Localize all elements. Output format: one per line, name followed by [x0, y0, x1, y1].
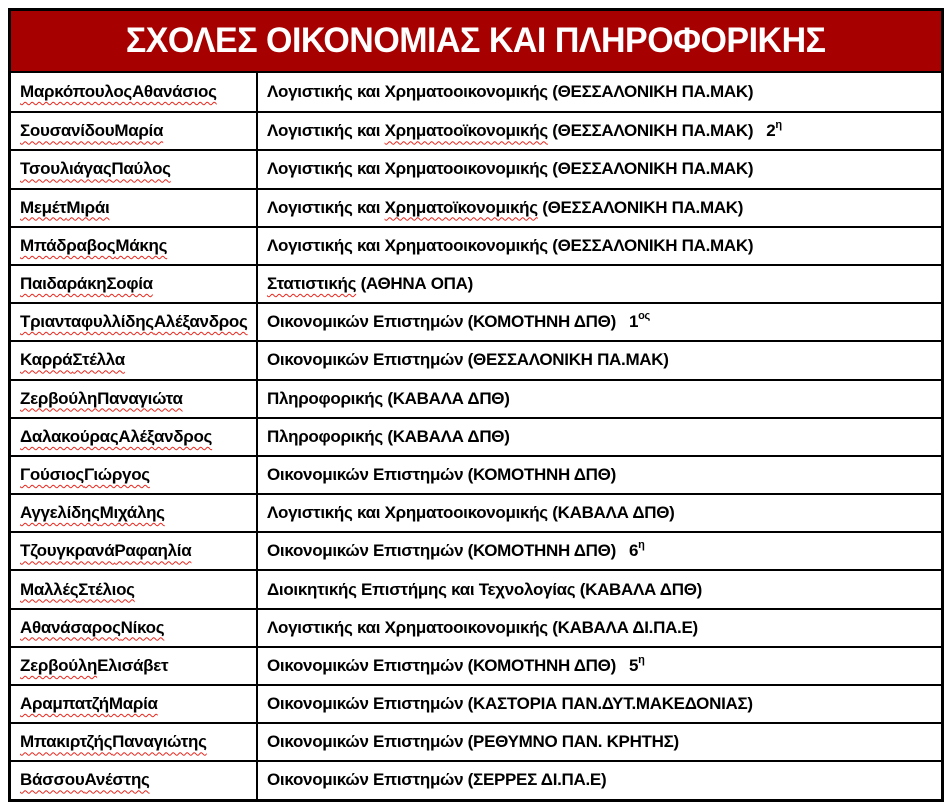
table-row	[11, 73, 941, 111]
table-row	[11, 646, 941, 684]
school-cell	[258, 724, 941, 760]
word: Λογιστικής και Χρηματοοικονομικής (ΘΕΣΣΑΛΟΝΙΚΗ ΠΑ.ΜΑΚ)	[267, 159, 754, 179]
misspelled-word: Αθανάσιος	[131, 82, 217, 102]
student-name-cell	[11, 610, 258, 646]
school-cell	[258, 342, 941, 378]
school-cell	[258, 457, 941, 493]
misspelled-word: Μεμέτ	[20, 197, 67, 217]
word: Οικονομικών Επιστημών (ΚΑΣΤΟΡΙΑ ΠΑΝ.ΔΥΤ.ΜΑΚΕΔΟΝΙΑΣ)	[267, 694, 753, 714]
table-row	[11, 455, 941, 493]
student-name-cell	[11, 724, 258, 760]
rank-ordinal-suffix: ος	[638, 310, 650, 323]
table-title-header	[11, 11, 941, 73]
student-name-cell	[11, 73, 258, 111]
misspelled-word: Καρρά	[20, 350, 73, 370]
word: Λογιστικής και Χρηματοοικονομικής (ΘΕΣΣΑΛΟΝΙΚΗ ΠΑ.ΜΑΚ)	[267, 235, 754, 255]
misspelled-word: Ζερβούλη	[20, 388, 98, 408]
student-name-cell	[11, 571, 258, 607]
school-cell	[258, 73, 941, 111]
table-row	[11, 149, 941, 187]
table-row	[11, 379, 941, 417]
misspelled-word: Μαρία	[114, 121, 164, 141]
misspelled-word: Ραφαηλία	[114, 541, 192, 561]
misspelled-word: Τσουλιάγας	[20, 159, 112, 179]
student-name-cell	[11, 381, 258, 417]
table-row	[11, 684, 941, 722]
misspelled-word: Μάκης	[115, 235, 168, 255]
misspelled-word: Νίκος	[120, 617, 165, 637]
misspelled-word: Στέλιος	[78, 579, 135, 599]
student-name-cell	[11, 266, 258, 302]
misspelled-word: Μπακιρτζής	[20, 732, 113, 752]
word: Οικονομικών Επιστημών (ΚΟΜΟΤΗΝΗ ΔΠΘ)	[267, 655, 616, 675]
word: Πληροφορικής (ΚΑΒΑΛΑ ΔΠΘ)	[267, 426, 510, 446]
misspelled-word: Σουσανίδου	[20, 121, 115, 141]
word: Ελισάβετ	[97, 655, 169, 675]
student-name-cell	[11, 228, 258, 264]
school-cell	[258, 533, 941, 569]
school-cell	[258, 610, 941, 646]
table-row	[11, 340, 941, 378]
table-row	[11, 188, 941, 226]
misspelled-word: Χρηματοϊκονομικής	[384, 197, 538, 217]
school-cell	[258, 190, 941, 226]
misspelled-word: Βάσσου	[20, 770, 85, 790]
table-row	[11, 608, 941, 646]
table-row	[11, 226, 941, 264]
schools-table	[8, 8, 944, 802]
rank-ordinal-suffix: η	[638, 539, 645, 552]
student-name-cell	[11, 686, 258, 722]
table-row	[11, 111, 941, 149]
word: Διοικητικής Επιστήμης και Τεχνολογίας (ΚΑΒΑΛΑ ΔΠΘ)	[267, 579, 702, 599]
student-name-cell	[11, 457, 258, 493]
misspelled-word: Αραμπατζή	[20, 694, 109, 714]
rank-number: 1	[628, 312, 639, 332]
table-row	[11, 531, 941, 569]
word: Οικονομικών Επιστημών (ΚΟΜΟΤΗΝΗ ΔΠΘ)	[267, 464, 616, 484]
student-name-cell	[11, 533, 258, 569]
student-name-cell	[11, 419, 258, 455]
school-cell	[258, 304, 941, 340]
word: Πληροφορικής (ΚΑΒΑΛΑ ΔΠΘ)	[267, 388, 510, 408]
misspelled-word: Στατιστικής	[267, 274, 357, 294]
word: Οικονομικών Επιστημών (ΚΟΜΟΤΗΝΗ ΔΠΘ)	[267, 312, 616, 332]
table-row	[11, 760, 941, 798]
table-row	[11, 264, 941, 302]
school-cell	[258, 419, 941, 455]
misspelled-word: Ανέστης	[84, 770, 150, 790]
student-name-cell	[11, 762, 258, 798]
word: Λογιστικής και Χρηματοοικονομικής (ΚΑΒΑΛΑ ΔΙ.ΠΑ.Ε)	[267, 617, 698, 637]
student-name-cell	[11, 190, 258, 226]
misspelled-word: Αλέξανδρος	[153, 312, 248, 332]
student-name-cell	[11, 648, 258, 684]
school-cell	[258, 113, 941, 149]
table-row	[11, 302, 941, 340]
table-row	[11, 722, 941, 760]
misspelled-word: Γούσιος	[20, 464, 84, 484]
misspelled-word: Αγγελίδης	[20, 503, 100, 523]
rank-number: 2	[766, 121, 776, 141]
misspelled-word: Γιώργος	[83, 464, 150, 484]
word: Λογιστικής και	[267, 197, 385, 217]
rank-number: 6	[628, 541, 639, 561]
misspelled-word: Αθανάσαρος	[20, 617, 121, 637]
school-cell	[258, 571, 941, 607]
table-row	[11, 493, 941, 531]
misspelled-word: Μαρκόπουλος	[20, 82, 132, 102]
misspelled-word: Αλέξανδρος	[118, 426, 213, 446]
school-cell	[258, 762, 941, 798]
misspelled-word: Μπάδραβος	[20, 235, 116, 255]
misspelled-word: Τριανταφυλλίδης	[20, 312, 154, 332]
misspelled-word: Παιδαράκη	[20, 274, 107, 294]
word: Λογιστικής και Χρηματοοικονομικής (ΚΑΒΑΛΑ ΔΠΘ)	[267, 503, 675, 523]
student-name-cell	[11, 342, 258, 378]
word: (ΘΕΣΣΑΛΟΝΙΚΗ ΠΑ.ΜΑΚ)	[547, 121, 754, 141]
school-cell	[258, 228, 941, 264]
misspelled-word: Μαλλές	[20, 579, 79, 599]
misspelled-word: Παύλος	[111, 159, 171, 179]
word: Λογιστικής και Χρηματοοικονομικής (ΘΕΣΣΑΛΟΝΙΚΗ ΠΑ.ΜΑΚ)	[267, 82, 754, 102]
table-title: ΣΧΟΛΕΣ ΟΙΚΟΝΟΜΙΑΣ ΚΑΙ ΠΛΗΡΟΦΟΡΙΚΗΣ	[126, 21, 826, 60]
misspelled-word: Μιχάλης	[99, 503, 165, 523]
school-cell	[258, 266, 941, 302]
student-name-cell	[11, 304, 258, 340]
word: Οικονομικών Επιστημών (ΣΕΡΡΕΣ ΔΙ.ΠΑ.Ε)	[267, 770, 607, 790]
school-cell	[258, 686, 941, 722]
school-cell	[258, 648, 941, 684]
word: Οικονομικών Επιστημών (ΡΕΘΥΜΝΟ ΠΑΝ. ΚΡΗΤΗΣ)	[267, 732, 679, 752]
misspelled-word: Ζερβούλη	[20, 655, 98, 675]
misspelled-word: Σοφία	[106, 274, 153, 294]
student-name-cell	[11, 113, 258, 149]
school-cell	[258, 151, 941, 187]
rank-ordinal-suffix: η	[775, 119, 782, 132]
table-row	[11, 569, 941, 607]
rank-ordinal-suffix: η	[638, 653, 645, 666]
misspelled-word: Τζουγκρανά	[20, 541, 115, 561]
school-cell	[258, 495, 941, 531]
student-name-cell	[11, 495, 258, 531]
word: Οικονομικών Επιστημών (ΘΕΣΣΑΛΟΝΙΚΗ ΠΑ.ΜΑΚ)	[267, 350, 669, 370]
misspelled-word: Παναγιώτης	[112, 732, 207, 752]
word: Λογιστικής και	[267, 121, 385, 141]
misspelled-word: Παναγιώτα	[97, 388, 183, 408]
table-row	[11, 417, 941, 455]
misspelled-word: Δαλακούρας	[20, 426, 119, 446]
word: Οικονομικών Επιστημών (ΚΟΜΟΤΗΝΗ ΔΠΘ)	[267, 541, 616, 561]
misspelled-word: Μιράι	[66, 197, 110, 217]
word: (ΑΘΗΝΑ ΟΠΑ)	[356, 274, 473, 294]
misspelled-word: Χρηματοοϊκονομικής	[384, 121, 548, 141]
table-body	[11, 73, 941, 799]
misspelled-word: Στέλλα	[72, 350, 125, 370]
rank-number: 5	[628, 655, 639, 675]
word: (ΘΕΣΣΑΛΟΝΙΚΗ ΠΑ.ΜΑΚ)	[537, 197, 744, 217]
misspelled-word: Μαρία	[108, 694, 158, 714]
student-name-cell	[11, 151, 258, 187]
school-cell	[258, 381, 941, 417]
